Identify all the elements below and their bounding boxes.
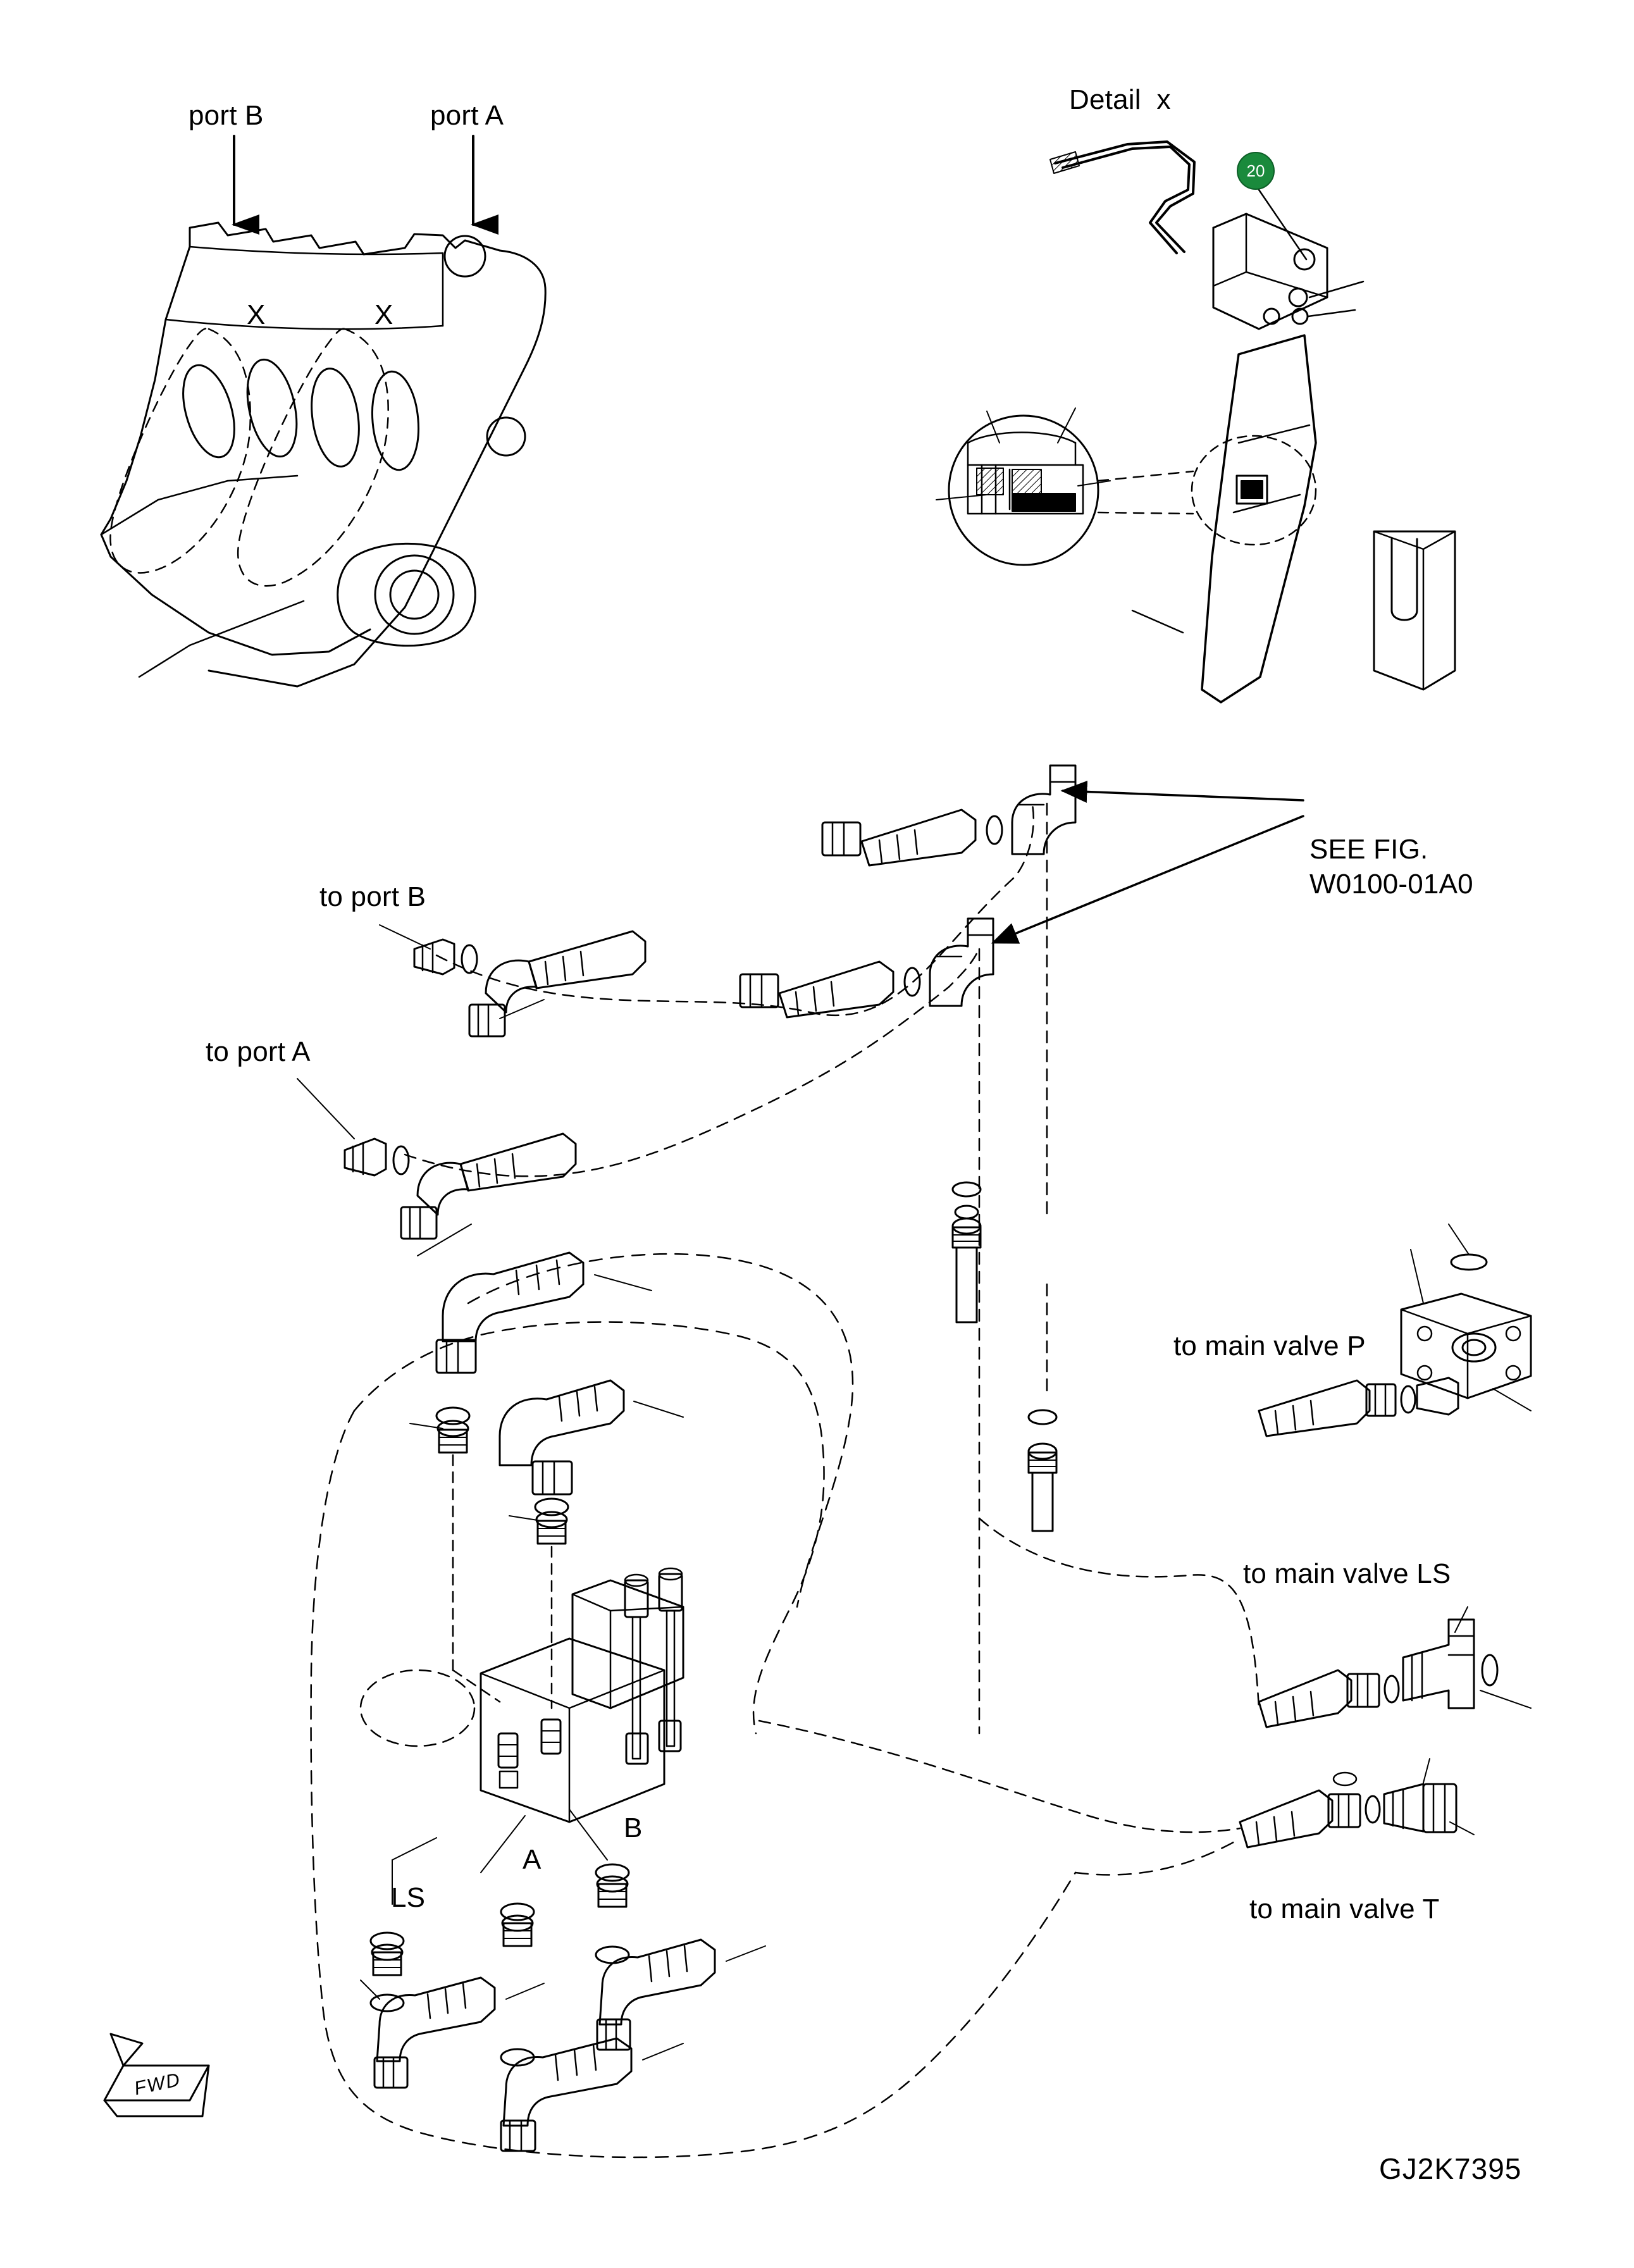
label-port-a: port A — [430, 100, 504, 131]
label-to-port-a: to port A — [206, 1036, 311, 1067]
label-valve-port-a: A — [523, 1844, 542, 1875]
see-fig-note-line2: W0100-01A0 — [1309, 869, 1473, 900]
drawing-number: GJ2K7395 — [1379, 2152, 1522, 2185]
label-to-main-valve-p: to main valve P — [1173, 1330, 1366, 1361]
label-section-x-left: X — [247, 299, 266, 330]
label-valve-port-b: B — [624, 1813, 643, 1844]
label-port-b: port B — [189, 100, 264, 131]
label-valve-port-ls: LS — [391, 1882, 426, 1913]
callout-20: 20 — [1237, 152, 1275, 190]
label-to-port-b: to port B — [319, 881, 426, 912]
fwd-arrow-label: FWD — [132, 2069, 183, 2100]
label-section-x-right: X — [374, 299, 393, 330]
see-fig-note-line1: SEE FIG. — [1309, 834, 1428, 865]
detail-x-title: Detail x — [1069, 84, 1171, 115]
label-to-main-valve-t: to main valve T — [1249, 1893, 1440, 1924]
label-to-main-valve-ls: to main valve LS — [1243, 1558, 1451, 1589]
